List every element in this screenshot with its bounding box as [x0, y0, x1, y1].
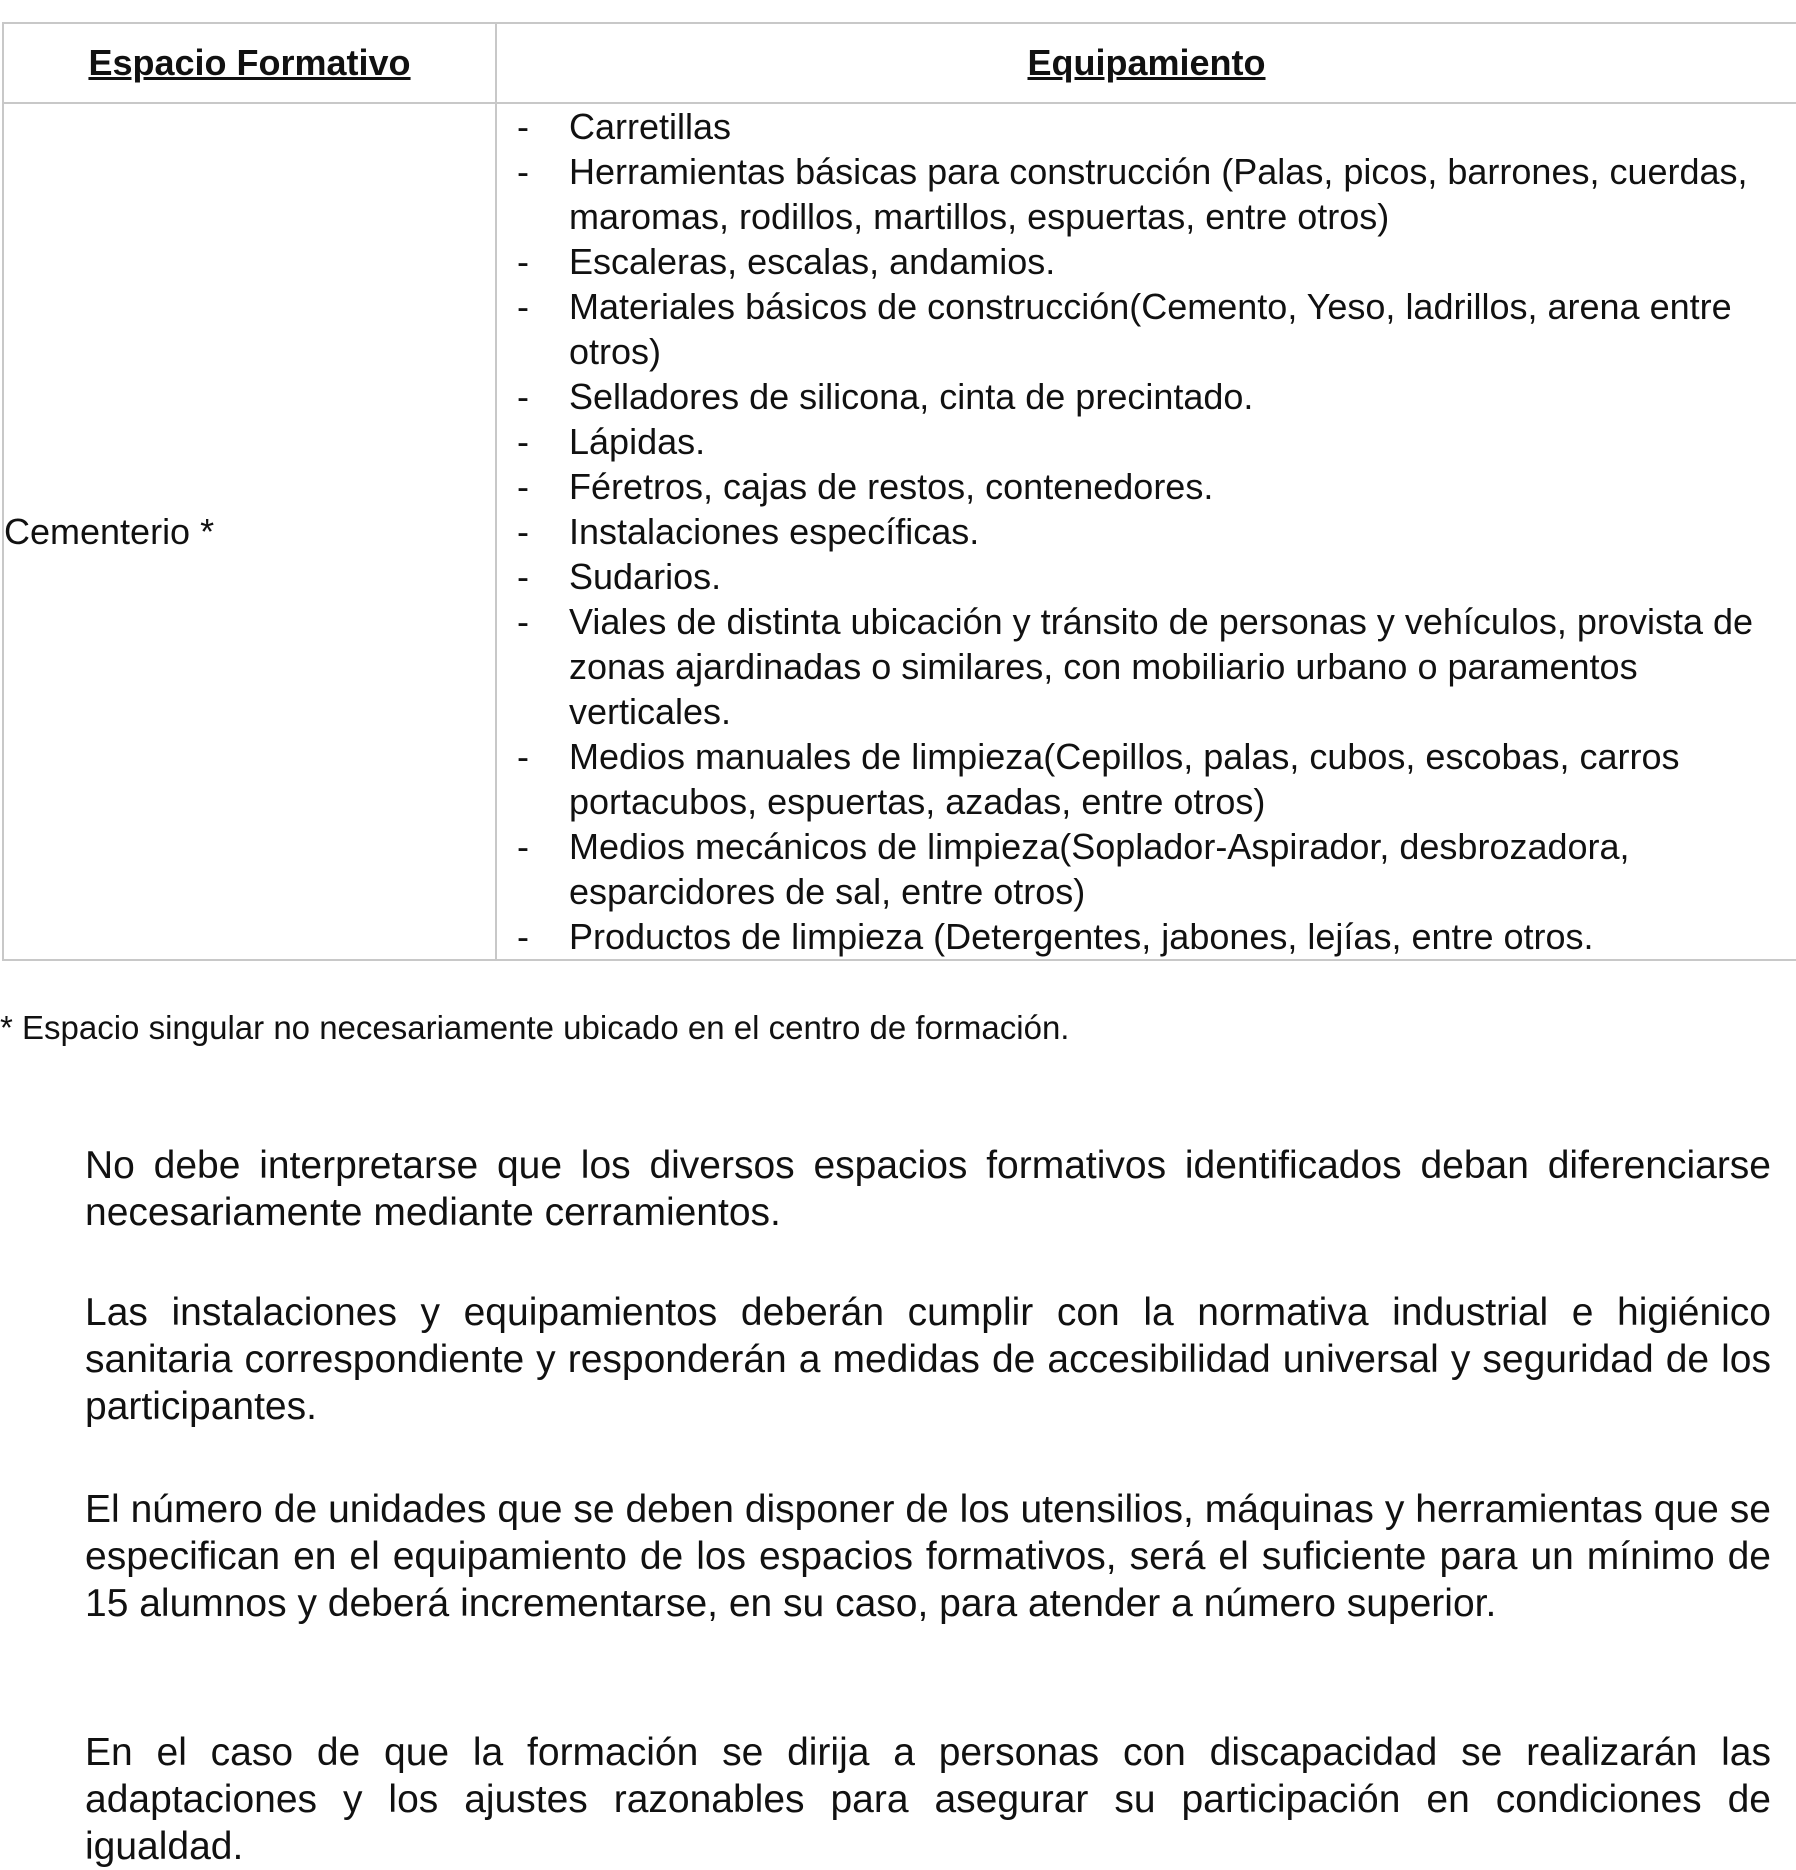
- paragraph-discapacidad: En el caso de que la formación se dirija a personas con discapacidad se realizarán las adaptaciones y los ajustes razonables para asegurar su participación en condiciones de igualdad.: [85, 1731, 1771, 1868]
- paragraph-cerramientos: No debe interpretarse que los diversos espacios formativos identificados deban diferenciarse necesariamente mediante cerramientos.: [85, 1144, 1771, 1234]
- list-item: - Viales de distinta ubicación y tránsito de personas y vehículos, provista de zonas ajardinadas o similares, con mobiliario urbano o paramentos verticales.: [517, 601, 1754, 732]
- list-item: - Medios manuales de limpieza(Cepillos, palas, cubos, escobas, carros portacubos, espuertas, azadas, entre otros): [517, 736, 1680, 822]
- bullet-dash: -: [517, 511, 529, 552]
- list-item: - Selladores de silicona, cinta de precintado.: [517, 376, 1254, 417]
- footnote: * Espacio singular no necesariamente ubicado en el centro de formación.: [0, 1009, 1070, 1046]
- bullet-dash: -: [517, 286, 529, 327]
- list-item: - Escaleras, escalas, andamios.: [517, 241, 1056, 282]
- list-item: - Instalaciones específicas.: [517, 511, 980, 552]
- bullet-dash: -: [517, 151, 529, 192]
- bullet-dash: -: [517, 601, 529, 642]
- list-item: - Carretillas: [517, 106, 732, 147]
- table-row: [3, 103, 1796, 960]
- bullet-dash: -: [517, 556, 529, 597]
- bullet-dash: -: [517, 106, 529, 147]
- header-espacio-formativo: Espacio Formativo: [3, 23, 496, 103]
- equipment-cell: [496, 103, 1796, 960]
- bullet-dash: -: [517, 421, 529, 462]
- paragraph-normativa: Las instalaciones y equipamientos deberán cumplir con la normativa industrial e higiénico sanitaria correspondiente y responderán a medidas de accesibilidad universal y seguridad de los participantes.: [85, 1291, 1771, 1428]
- space-name-cell: Cementerio *: [3, 103, 496, 960]
- list-item: - Lápidas.: [517, 421, 706, 462]
- list-item: - Medios mecánicos de limpieza(Soplador-Aspirador, desbrozadora, esparcidores de sal, entre otros): [517, 826, 1630, 912]
- equipment-table: [2, 22, 1796, 961]
- bullet-dash: -: [517, 736, 529, 777]
- bullet-dash: -: [517, 376, 529, 417]
- equipment-list: [497, 104, 1796, 959]
- bullet-dash: -: [517, 826, 529, 867]
- table-header-row: [3, 23, 1796, 103]
- bullet-dash: -: [517, 241, 529, 282]
- paragraph-numero-unidades: El número de unidades que se deben disponer de los utensilios, máquinas y herramientas que se especifican en el equipamiento de los espacios formativos, será el suficiente para un mínimo de 15 alumnos y deberá incrementarse, en su caso, para atender a número superior.: [85, 1488, 1771, 1625]
- list-item: - Productos de limpieza (Detergentes, jabones, lejías, entre otros.: [517, 916, 1594, 957]
- list-item: - Herramientas básicas para construcción (Palas, picos, barrones, cuerdas, maromas, rodillos, martillos, espuertas, entre otros): [517, 151, 1748, 237]
- header-equipamiento: Equipamiento: [496, 23, 1796, 103]
- bullet-dash: -: [517, 916, 529, 957]
- bullet-dash: -: [517, 466, 529, 507]
- list-item: - Féretros, cajas de restos, contenedores.: [517, 466, 1214, 507]
- list-item: - Sudarios.: [517, 556, 722, 597]
- list-item: - Materiales básicos de construcción(Cemento, Yeso, ladrillos, arena entre otros): [517, 286, 1732, 372]
